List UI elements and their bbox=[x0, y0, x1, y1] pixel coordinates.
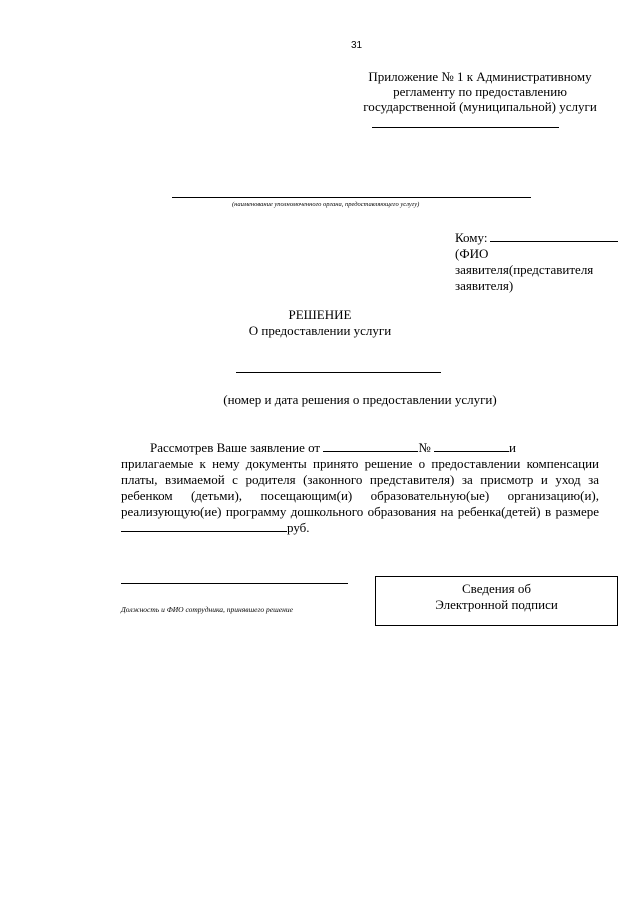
recipient-line-3: заявителя) bbox=[455, 278, 514, 293]
appendix-line-3: государственной (муниципальной) услуги bbox=[363, 99, 597, 114]
decision-title: РЕШЕНИЕ bbox=[288, 307, 352, 322]
text-part-3: и bbox=[509, 440, 516, 455]
number-date-line bbox=[236, 372, 441, 373]
text-part-5: руб. bbox=[287, 520, 310, 535]
text-part-1: Рассмотрев Ваше заявление от bbox=[150, 440, 324, 455]
decision-subtitle: О предоставлении услуги bbox=[248, 323, 392, 338]
appendix-line-2: регламенту по предоставлению bbox=[393, 84, 567, 99]
official-caption: Должность и ФИО сотрудника, принявшего решение bbox=[121, 605, 293, 614]
appendix-line-1: Приложение № 1 к Административному bbox=[368, 69, 592, 84]
to-label: Кому: bbox=[455, 230, 488, 245]
text-part-2: № bbox=[418, 440, 435, 455]
esign-line-2: Электронной подписи bbox=[435, 597, 558, 612]
amount-blank bbox=[121, 520, 287, 532]
esign-line-1: Сведения об bbox=[462, 581, 531, 596]
authority-name-line bbox=[172, 197, 531, 198]
text-part-4: прилагаемые к нему документы принято решение о предоставлении компенсации платы, взимаемой с родителя (законного представителя) за присмотр и уход за ребенком (детьми), посещающим(и) образовательную(ые) организацию(и), реализующую(ие) программу дошкольного образования на ребенка(детей) в размере bbox=[121, 456, 599, 519]
appendix-underline bbox=[372, 127, 559, 128]
number-date-caption: (номер и дата решения о предоставлении услуги) bbox=[223, 392, 497, 407]
recipient-block bbox=[455, 229, 618, 294]
to-blank-line bbox=[490, 229, 618, 242]
recipient-line-2: заявителя(представителя bbox=[455, 262, 594, 277]
authority-caption: (наименование уполномоченного органа, предоставляющего услугу) bbox=[232, 201, 420, 208]
page-number: 31 bbox=[351, 40, 363, 51]
application-date-blank bbox=[323, 440, 418, 452]
decision-text bbox=[121, 440, 599, 536]
recipient-line-1: (ФИО bbox=[455, 246, 489, 261]
application-number-blank bbox=[434, 440, 509, 452]
official-signature-line bbox=[121, 583, 348, 584]
appendix-header bbox=[340, 69, 620, 114]
electronic-signature-box bbox=[375, 576, 618, 626]
